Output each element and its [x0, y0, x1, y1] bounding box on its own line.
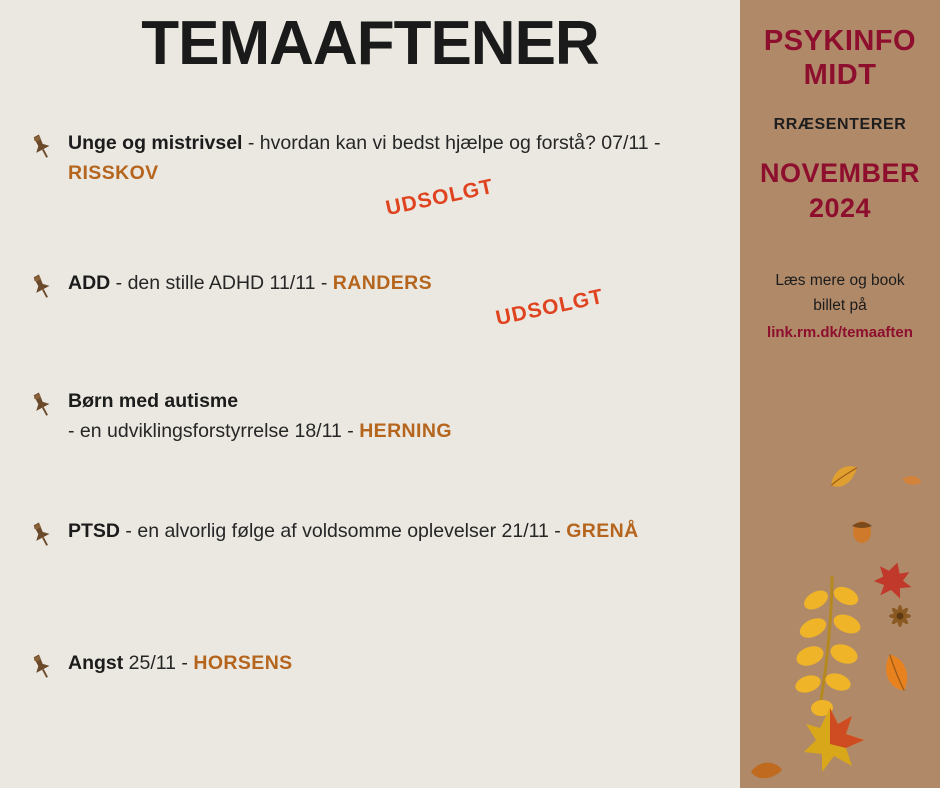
autumn-leaves-decoration	[740, 458, 940, 788]
event-list	[0, 128, 740, 718]
event-location: HERNING	[359, 420, 452, 442]
event-text	[68, 386, 720, 446]
list-item[interactable]	[0, 386, 740, 516]
event-title: Angst	[68, 652, 124, 674]
brand-line-2: MIDT	[803, 59, 877, 91]
event-title: ADD	[68, 272, 111, 294]
maple-leaf-icon	[871, 558, 917, 603]
list-item[interactable]	[0, 648, 740, 718]
star-anise-icon	[889, 605, 911, 627]
booking-link[interactable]: link.rm.dk/temaaften	[767, 324, 913, 341]
list-item[interactable]	[0, 268, 740, 386]
rowan-leaf-icon	[793, 576, 863, 717]
status-badge: UDSOLGT	[493, 284, 606, 331]
booking-text-line-1: Læs mere og book	[775, 272, 905, 289]
date-block	[740, 156, 940, 226]
event-text	[68, 516, 720, 546]
event-text	[68, 268, 720, 298]
event-description: 25/11 -	[123, 652, 194, 674]
event-location: RANDERS	[332, 272, 433, 294]
list-item[interactable]	[0, 516, 740, 648]
brand-name	[740, 24, 940, 92]
event-description: - en alvorlig følge af voldsomme oplevelser 21/11 -	[120, 520, 567, 542]
pushpin-icon	[26, 390, 56, 420]
year-label: 2024	[808, 193, 872, 223]
sidebar	[740, 0, 940, 788]
pushpin-icon	[26, 272, 56, 302]
event-description: - en udviklingsforstyrrelse 18/11 -	[68, 420, 360, 442]
month-label: NOVEMBER	[759, 158, 920, 188]
leaf-icon	[750, 759, 783, 782]
pushpin-icon	[26, 520, 56, 550]
event-text	[68, 648, 720, 678]
event-description: - hvordan kan vi bedst hjælpe og forstå? 07/11 -	[242, 132, 661, 154]
leaf-icon	[883, 652, 909, 693]
pushpin-icon	[26, 132, 56, 162]
event-text	[68, 128, 720, 188]
brand-line-1: PSYKINFO	[763, 25, 917, 57]
list-item[interactable]	[0, 128, 740, 268]
acorn-icon	[852, 521, 872, 543]
presents-label: RRÆSENTERER	[773, 116, 907, 133]
leaf-icon	[902, 472, 922, 488]
event-title: Unge og mistrivsel	[68, 132, 243, 154]
pushpin-icon	[26, 652, 56, 682]
event-location: RISSKOV	[68, 162, 159, 184]
event-title: Børn med autisme	[68, 390, 239, 412]
booking-info	[740, 268, 940, 345]
event-description: - den stille ADHD 11/11 -	[110, 272, 333, 294]
event-location: HORSENS	[193, 652, 293, 674]
booking-text-line-2: billet på	[813, 297, 867, 314]
event-location: GRENÅ	[566, 520, 639, 542]
status-badge: UDSOLGT	[383, 174, 496, 221]
maple-leaf-icon	[804, 708, 864, 772]
leaf-icon	[827, 463, 861, 489]
page-title: TEMAAFTENER	[141, 9, 599, 78]
event-title: PTSD	[68, 520, 121, 542]
